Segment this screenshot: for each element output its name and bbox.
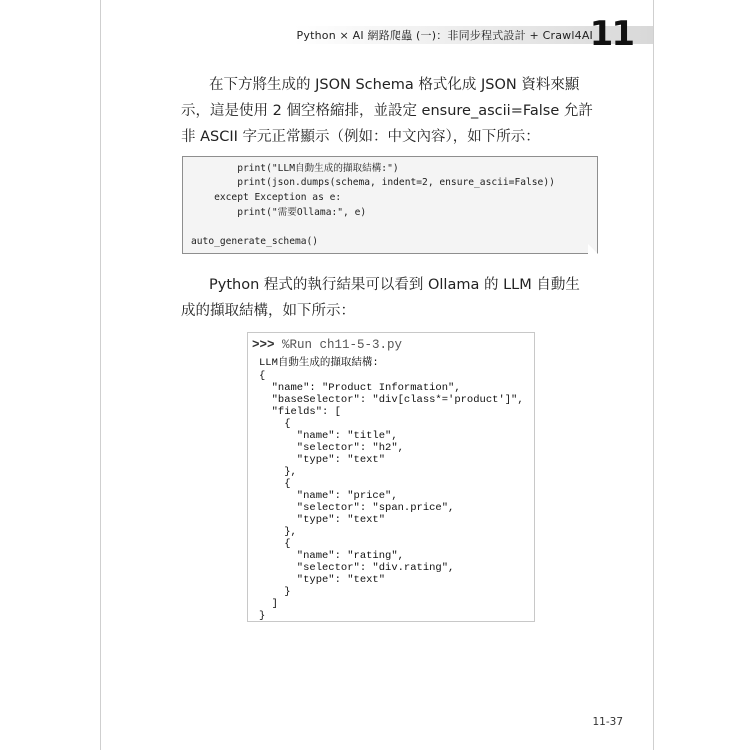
output-line: "fields": [	[259, 406, 341, 418]
output-line: LLM自動生成的擷取結構:	[259, 357, 379, 369]
code-line: except Exception as e:	[191, 192, 342, 203]
book-page	[100, 0, 654, 750]
running-header-title: Python × AI 網路爬蟲 (一)：非同步程式設計 + Crawl4AI	[296, 29, 593, 42]
output-line: }	[259, 610, 266, 622]
code-line: print("需要Ollama:", e)	[191, 207, 367, 218]
paragraph-result: Python 程式的執行結果可以看到 Ollama 的 LLM 自動生成的擷取結構，如下所示：	[181, 277, 580, 319]
output-line: "name": "rating",	[259, 550, 404, 562]
run-command: %Run ch11-5-3.py	[282, 338, 403, 352]
output-line: {	[259, 478, 291, 490]
output-line: "selector": "span.price",	[259, 502, 455, 514]
output-line: },	[259, 466, 297, 478]
page-number: 11-37	[592, 716, 623, 728]
output-line: ]	[259, 598, 278, 610]
output-line: "selector": "h2",	[259, 442, 404, 454]
output-line: "selector": "div.rating",	[259, 562, 455, 574]
run-command-line	[252, 339, 402, 351]
shell-prompt: >>>	[252, 338, 275, 352]
code-line: auto_generate_schema()	[191, 236, 319, 247]
code-block	[182, 156, 598, 254]
code-block-corner	[588, 244, 598, 254]
output-line: "name": "Product Information",	[259, 382, 461, 394]
chapter-number: 11	[589, 14, 633, 54]
output-line: "type": "text"	[259, 454, 386, 466]
shell-output-box	[247, 332, 535, 622]
output-line: {	[259, 538, 291, 550]
code-line: print(json.dumps(schema, indent=2, ensure_ascii=False))	[191, 177, 555, 188]
output-line: "type": "text"	[259, 574, 386, 586]
output-line: },	[259, 526, 297, 538]
paragraph-intro: 在下方將生成的 JSON Schema 格式化成 JSON 資料來顯示，這是使用 2 個空格縮排，並設定 ensure_ascii=False 允許非 ASCII 字元正常顯示（例如：中文內容），如下所示：	[181, 77, 593, 145]
output-line: "name": "title",	[259, 430, 398, 442]
output-line: "name": "price",	[259, 490, 398, 502]
code-line: print("LLM自動生成的擷取結構:")	[191, 163, 399, 174]
output-line: }	[259, 586, 291, 598]
output-line: {	[259, 370, 266, 382]
output-line: "baseSelector": "div[class*='product']",	[259, 394, 524, 406]
output-line: "type": "text"	[259, 514, 386, 526]
output-line: {	[259, 418, 291, 430]
